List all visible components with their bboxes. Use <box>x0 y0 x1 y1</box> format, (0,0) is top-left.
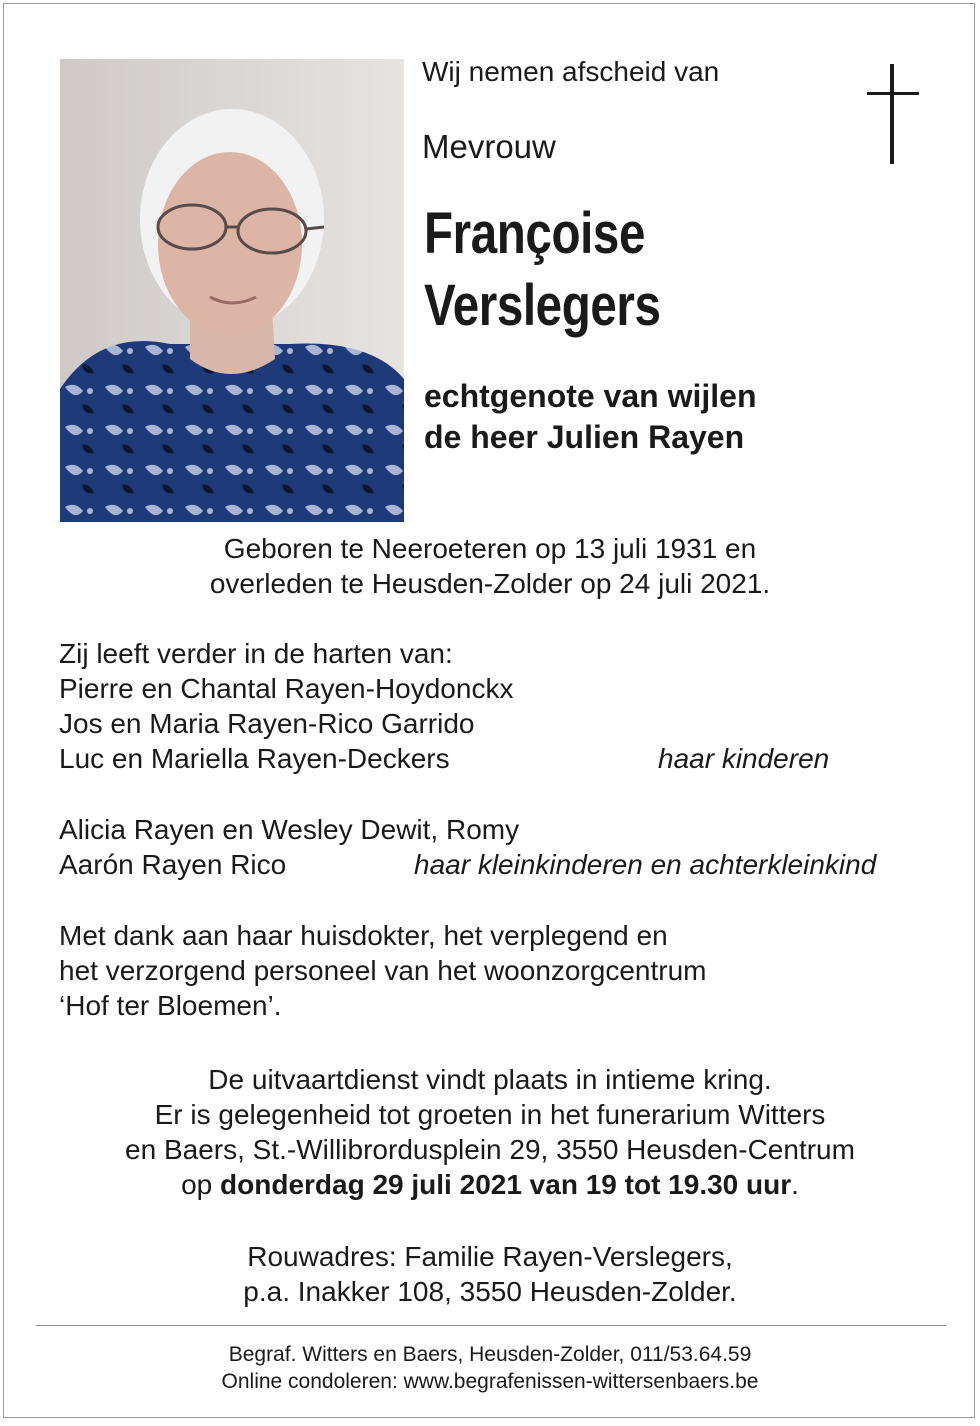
survivors-children <box>59 636 830 776</box>
survivors-grandchildren <box>59 812 877 882</box>
service-line-4 <box>4 1167 976 1202</box>
thanks-line: ‘Hof ter Bloemen’. <box>59 990 282 1021</box>
footer-divider <box>36 1325 946 1326</box>
first-name: Françoise <box>424 201 645 266</box>
service-info <box>4 1062 976 1202</box>
service-line-2: Er is gelegenheid tot groeten in het funerarium Witters <box>154 1099 826 1130</box>
address-line-1: Rouwadres: Familie Rayen-Verslegers, <box>247 1241 733 1272</box>
child-line: Jos en Maria Rayen-Rico Garrido <box>59 708 475 739</box>
service-datetime: donderdag 29 juli 2021 van 19 tot 19.30 uur <box>220 1169 792 1200</box>
title-text: Mevrouw <box>422 128 556 165</box>
address-line-2: p.a. Inakker 108, 3550 Heusden-Zolder. <box>243 1276 737 1307</box>
children-role: haar kinderen <box>658 743 830 774</box>
spouse-line-2: de heer Julien Rayen <box>424 419 745 455</box>
online-condolence: Online condoleren: www.begrafenissen-wittersenbaers.be <box>221 1370 759 1393</box>
grandchildren-role: haar kleinkinderen en achterkleinkind <box>414 849 877 880</box>
last-name: Verslegers <box>424 273 661 338</box>
deceased-name <box>424 198 661 342</box>
thanks-line: het verzorgend personeel van het woonzorgcentrum <box>59 955 707 986</box>
mourning-address <box>4 1239 976 1309</box>
grandchild-line-with-role <box>59 847 877 882</box>
child-line: Pierre en Chantal Rayen-Hoydonckx <box>59 673 514 704</box>
thanks-line: Met dank aan haar huisdokter, het verplegend en <box>59 920 668 951</box>
born-line-1: Geboren te Neeroeteren op 13 juli 1931 en <box>223 533 757 564</box>
survivors-heading: Zij leeft verder in de harten van: <box>59 638 453 669</box>
thanks-text <box>59 918 707 1023</box>
service-line-3: en Baers, St.-Willibrordusplein 29, 3550 Heusden-Centrum <box>125 1134 855 1165</box>
portrait-photo <box>60 59 404 522</box>
child-line: Luc en Mariella Rayen-Deckers <box>59 743 450 774</box>
spouse-info <box>424 376 757 458</box>
service-line-1: De uitvaartdienst vindt plaats in intieme kring. <box>208 1064 772 1095</box>
obituary-card <box>3 3 975 1418</box>
cross-icon <box>862 64 922 164</box>
service-prefix: op <box>181 1169 221 1200</box>
footer <box>4 1341 976 1395</box>
grandchild-line: Aarón Rayen Rico <box>59 849 287 880</box>
intro-text: Wij nemen afscheid van <box>422 56 720 87</box>
child-line-with-role <box>59 741 830 776</box>
funeral-home-contact: Begraf. Witters en Baers, Heusden-Zolder, 011/53.64.59 <box>228 1343 752 1366</box>
service-suffix: . <box>791 1169 799 1200</box>
spouse-line-1: echtgenote van wijlen <box>424 378 757 414</box>
born-line-2: overleden te Heusden-Zolder op 24 juli 2021. <box>209 568 771 599</box>
birth-death-info <box>4 531 976 601</box>
grandchild-line: Alicia Rayen en Wesley Dewit, Romy <box>59 814 520 845</box>
